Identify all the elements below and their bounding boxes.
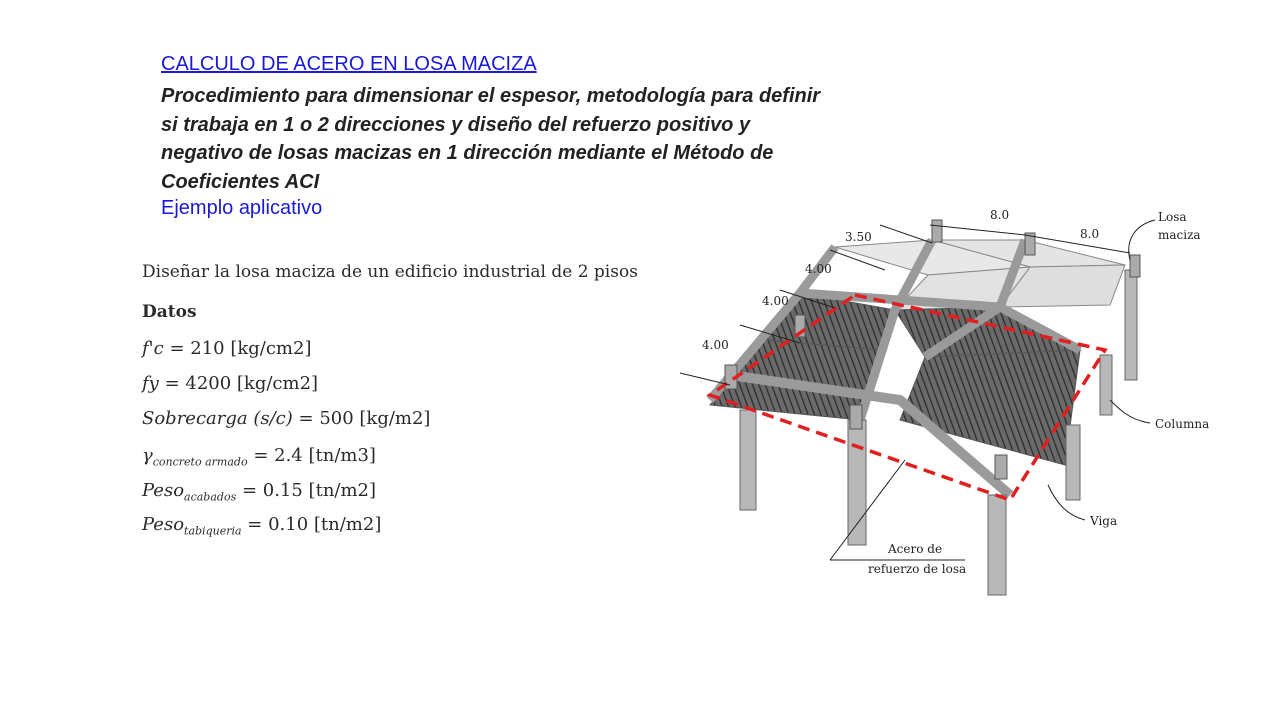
datos-heading: Datos bbox=[142, 302, 197, 322]
page-title-link[interactable]: CALCULO DE ACERO EN LOSA MACIZA bbox=[161, 53, 537, 75]
equation-fc bbox=[142, 338, 311, 359]
equation-value: = 2.4 [tn/m3] bbox=[253, 445, 376, 466]
leader-line bbox=[1129, 220, 1155, 260]
dim-label-4-00-a: 4.00 bbox=[805, 262, 832, 276]
equation-symbol: Peso bbox=[142, 480, 185, 501]
equation-gamma bbox=[142, 445, 376, 469]
equation-value: = 0.15 [tn/m2] bbox=[241, 480, 377, 501]
equation-subscript: tabiqueria bbox=[184, 524, 242, 538]
equation-subscript: acabados bbox=[184, 490, 237, 504]
dimension-line bbox=[930, 225, 1025, 235]
label-maciza: maciza bbox=[1158, 228, 1201, 242]
equation-symbol: Peso bbox=[142, 514, 185, 535]
equation-tabiqueria bbox=[142, 514, 381, 538]
label-refuerzo-de-losa: refuerzo de losa bbox=[868, 562, 967, 576]
problem-statement: Diseñar la losa maciza de un edificio industrial de 2 pisos bbox=[142, 262, 638, 282]
column bbox=[988, 495, 1006, 595]
column-head bbox=[995, 455, 1007, 479]
column bbox=[740, 410, 756, 510]
equation-value: = 210 [kg/cm2] bbox=[169, 338, 312, 359]
column bbox=[848, 420, 866, 545]
label-acero-de: Acero de bbox=[888, 542, 943, 556]
equation-symbol: fy bbox=[142, 373, 159, 394]
description-line: Procedimiento para dimensionar el espesor, metodología para definir bbox=[161, 85, 821, 107]
rebar-panel bbox=[900, 350, 1080, 465]
equation-fy bbox=[142, 373, 318, 394]
dimension-line bbox=[880, 225, 932, 243]
equation-value: = 0.10 [tn/m2] bbox=[247, 514, 382, 535]
column bbox=[1100, 355, 1112, 415]
dim-label-4-00-c: 4.00 bbox=[702, 338, 729, 352]
description-line: Coeficientes ACI bbox=[161, 170, 320, 193]
dim-label-4-00-b: 4.00 bbox=[762, 294, 789, 308]
equation-symbol: γ bbox=[142, 445, 153, 466]
dim-label-8-0-b: 8.0 bbox=[1080, 227, 1100, 241]
equation-symbol: f'c bbox=[142, 338, 164, 359]
column-head bbox=[1130, 255, 1140, 277]
equation-value: = 500 [kg/m2] bbox=[298, 408, 431, 429]
equation-acabados bbox=[142, 480, 376, 504]
label-losa: Losa bbox=[1158, 210, 1187, 224]
column bbox=[1125, 270, 1137, 380]
label-viga: Viga bbox=[1090, 514, 1118, 528]
equation-subscript: concreto armado bbox=[152, 455, 248, 469]
column bbox=[1066, 425, 1080, 500]
column-head bbox=[850, 405, 862, 429]
example-heading: Ejemplo aplicativo bbox=[161, 197, 323, 219]
label-columna: Columna bbox=[1155, 417, 1210, 431]
slab-diagram bbox=[670, 195, 1240, 605]
equation-symbol: Sobrecarga (s/c) bbox=[142, 408, 293, 429]
description bbox=[161, 82, 981, 196]
equation-sobrecarga bbox=[142, 408, 430, 429]
description-line: negativo de losas macizas en 1 dirección mediante el Método de bbox=[161, 142, 774, 164]
equation-value: = 4200 [kg/cm2] bbox=[164, 373, 319, 394]
description-line: si trabaja en 1 o 2 direcciones y diseño del refuerzo positivo y bbox=[161, 113, 751, 136]
dim-label-3-50: 3.50 bbox=[845, 230, 872, 244]
column-head bbox=[932, 220, 942, 242]
leader-line bbox=[1110, 400, 1150, 423]
dim-label-8-0-a: 8.0 bbox=[990, 208, 1010, 222]
